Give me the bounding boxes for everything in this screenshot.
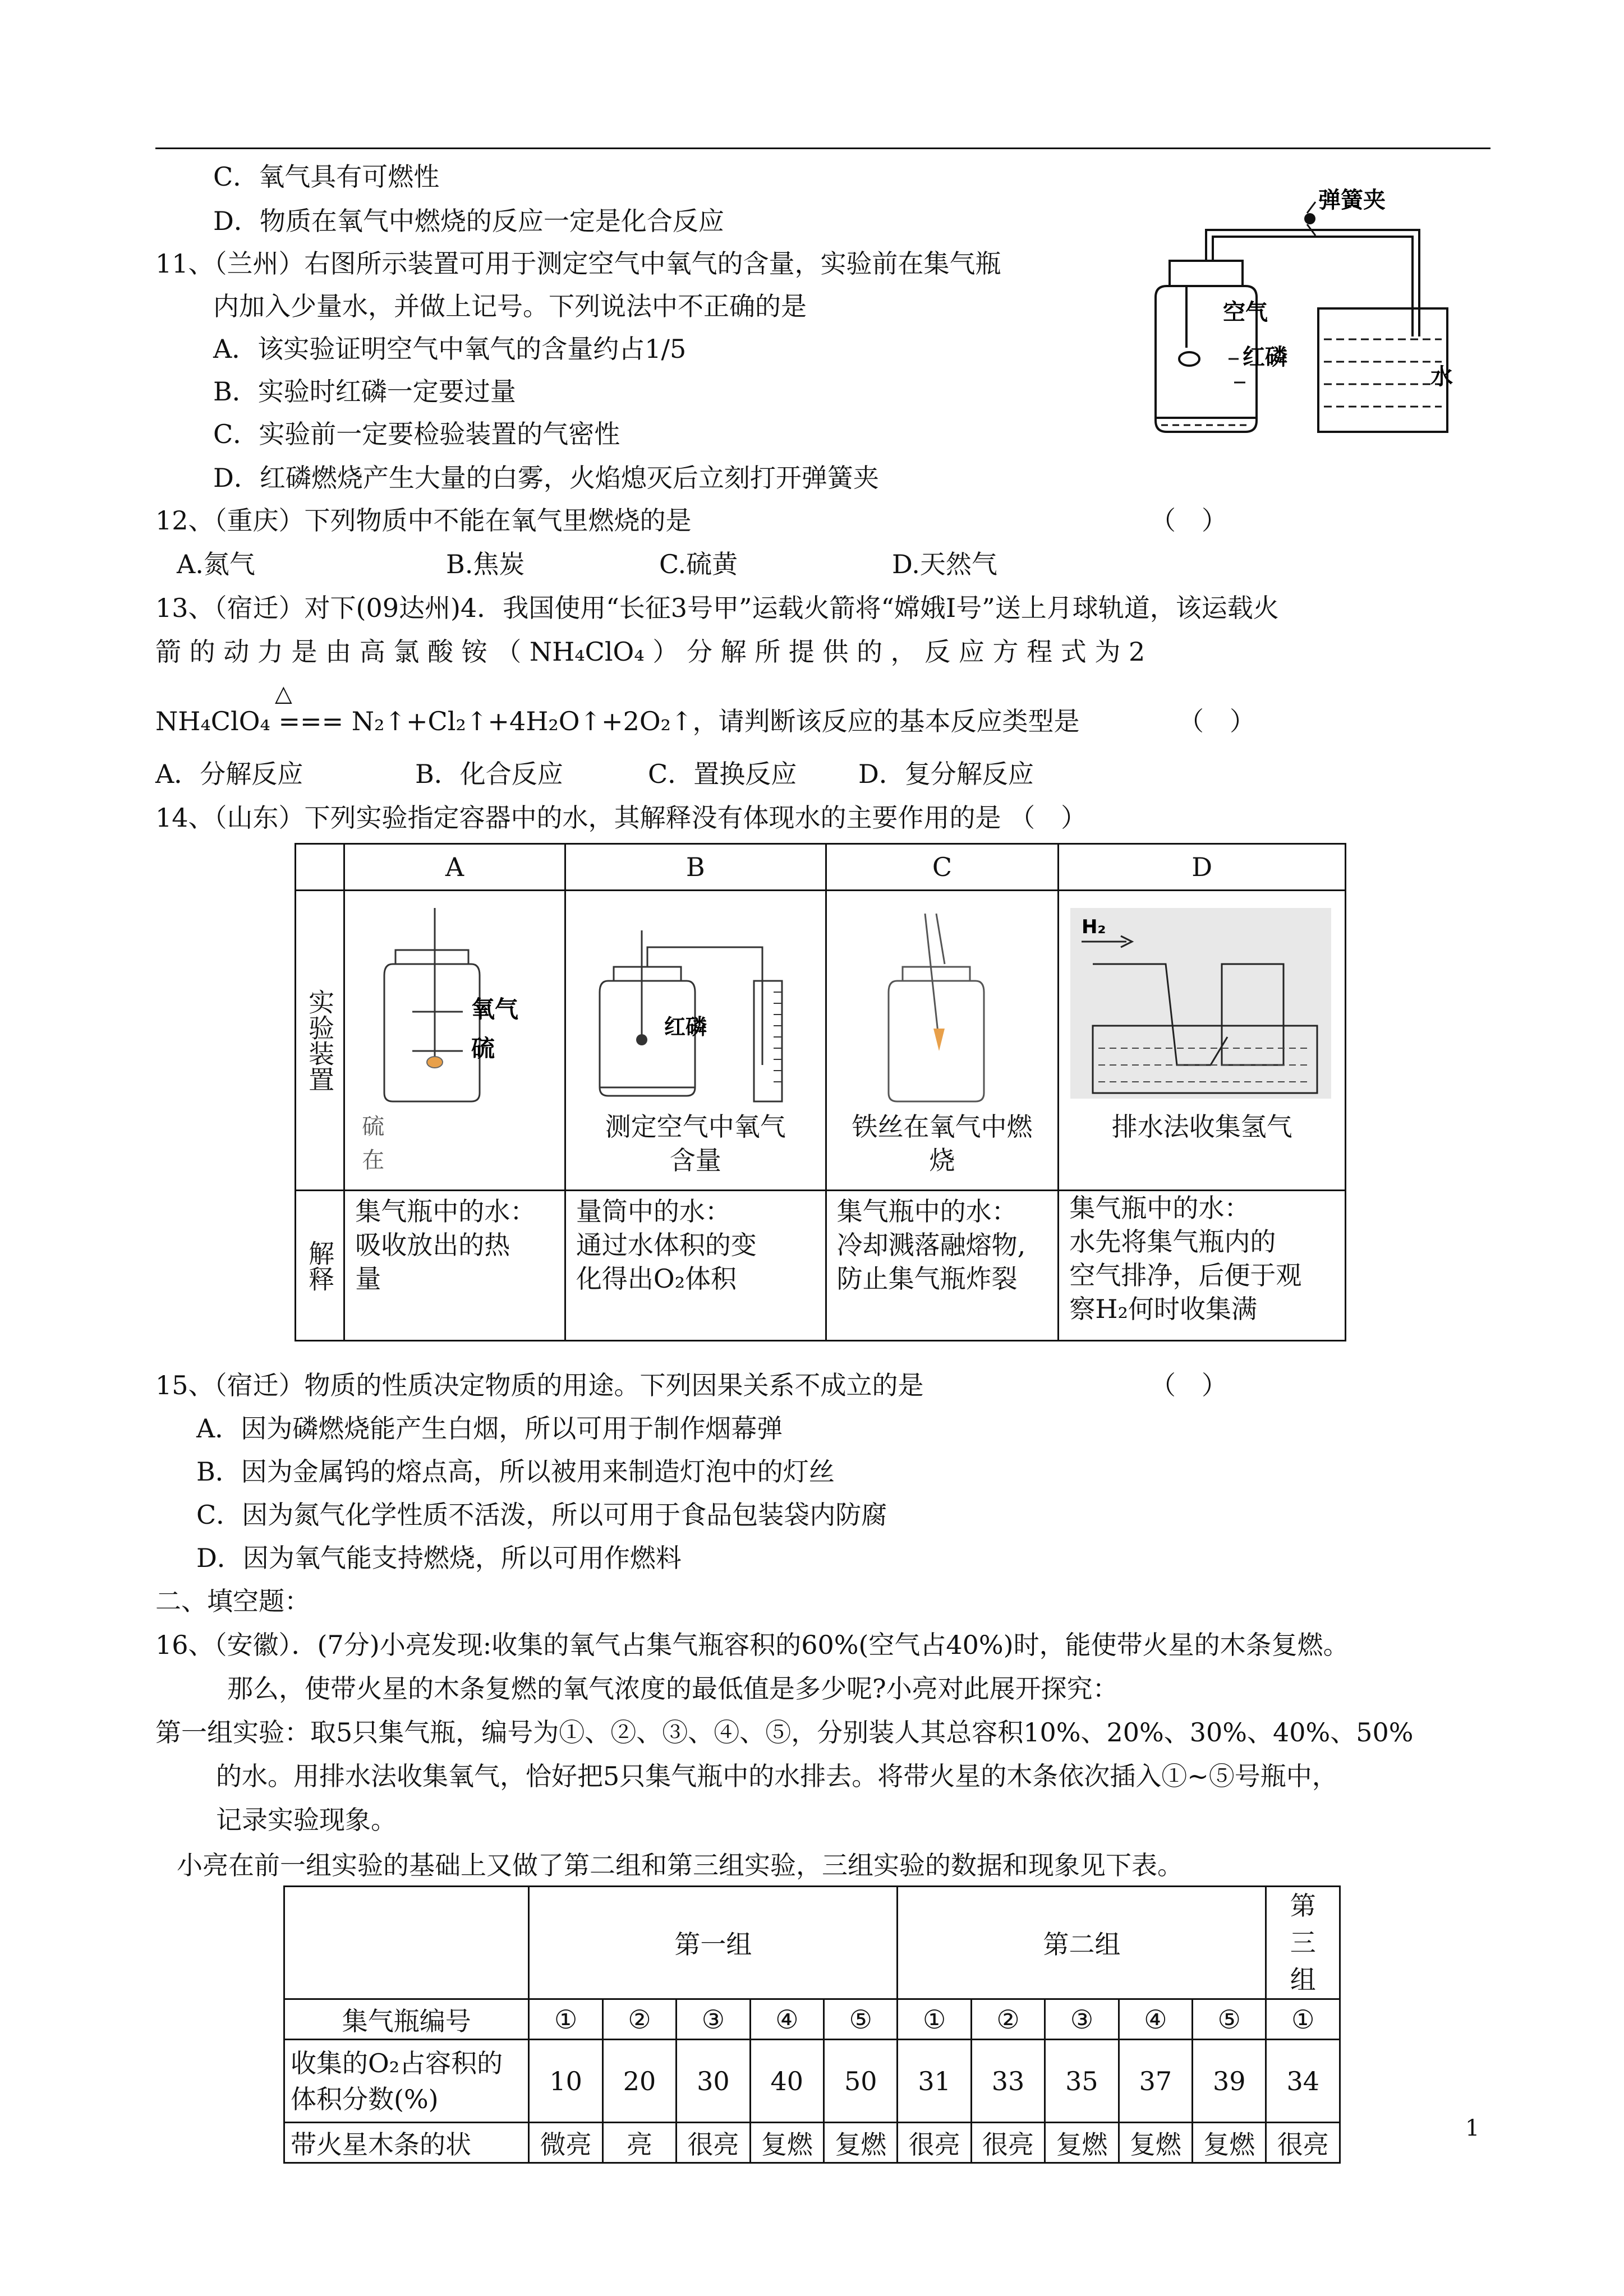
q11-option-c: C．实验前一定要检验装置的气密性 [213, 419, 620, 449]
q11-option-b: B．实验时红磷一定要过量 [213, 376, 516, 407]
q15-option-a: A．因为磷燃烧能产生白烟，所以可用于制作烟幕弹 [196, 1413, 783, 1444]
q12-option-d: D.天然气 [892, 549, 997, 579]
oxygen-label: 氧气 [471, 995, 519, 1023]
clip-label: 弹簧夹 [1318, 187, 1386, 213]
q10-option-c: C．氧气具有可燃性 [213, 162, 440, 192]
o2-fraction-value: 50 [824, 2040, 898, 2123]
group-2-header: 第二组 [898, 1887, 1266, 1999]
q14-corner [296, 844, 344, 891]
q16-line3: 第一组实验：取5只集气瓶，编号为①、②、③、④、⑤，分别装人其总容积10%、20%、30%、40%、50% [155, 1717, 1414, 1748]
iron-wire-burning-figure [827, 897, 1057, 1110]
o2-fraction-value: 34 [1266, 2040, 1340, 2123]
row-label-o2-fraction: 收集的O₂占容积的体积分数(%) [284, 2040, 529, 2123]
q13-line1: 13、（宿迁）对下(09达州)4．我国使用“长征3号甲”运载火箭将“嫦娥Ⅰ号”送上月球轨道，该运载火 [155, 593, 1279, 623]
group-3-header: 第三组 [1266, 1887, 1340, 1999]
q14-cell-a [344, 891, 565, 1191]
sulfur-burning-figure [345, 897, 558, 1110]
q10-option-d: D．物质在氧气中燃烧的反应一定是化合反应 [213, 206, 724, 236]
q16-line5: 记录实验现象。 [216, 1805, 397, 1835]
q14-cell-c [826, 891, 1059, 1191]
h2-label: H₂ [1082, 916, 1106, 938]
q12-option-a: A.氮气 [177, 549, 255, 579]
q13-line2: 箭 的 动 力 是 由 高 氯 酸 铵 （ NH₄ClO₄ ） 分 解 所 提 供 的 ， 反 应 方 程 式 为 2 [155, 637, 1145, 667]
q14-row-apparatus-label: 实验装置 [296, 891, 344, 1191]
splint-observation: 很亮 [677, 2123, 750, 2163]
q14-table [295, 843, 1346, 1341]
water-label: 水 [1430, 364, 1453, 390]
q16-line4: 的水。用排水法收集氧气，恰好把5只集气瓶中的水排去。将带火星的木条依次插入①~⑤号瓶中， [216, 1761, 1338, 1791]
group-1-header: 第一组 [529, 1887, 898, 1999]
q14-col-a: A [344, 844, 565, 891]
q13-option-d: D．复分解反应 [858, 759, 1034, 789]
header-rule [155, 147, 1490, 149]
q12-option-c: C.硫黄 [659, 549, 738, 579]
air-oxygen-measure-figure [566, 897, 824, 1110]
q14-stem: 14、（山东）下列实验指定容器中的水，其解释没有体现水的主要作用的是 （ ） [155, 803, 1087, 833]
q14-col-c: C [826, 844, 1059, 891]
bottle-no: ② [602, 1999, 676, 2040]
o2-fraction-value: 40 [750, 2040, 823, 2123]
expl-c: 集气瓶中的水： 冷却溅落融熔物, 防止集气瓶炸裂 [826, 1191, 1059, 1341]
bottle-no: ③ [677, 1999, 750, 2040]
q14-cell-b [565, 891, 826, 1191]
q14-col-d: D [1059, 844, 1346, 891]
q13-equation: NH₄ClO₄ === N₂↑+Cl₂↑+4H₂O↑+2O₂↑，请判断该反应的基本反应类型是 [155, 706, 1080, 736]
phosphorus-label: 红磷 [1243, 344, 1287, 370]
q16-line1: 16、（安徽）．(7分)小亮发现:收集的氧气占集气瓶容积的60%(空气占40%)时，能使带火星的木条复燃。 [155, 1630, 1349, 1660]
q11-option-a: A．该实验证明空气中氧气的含量约占1/5 [213, 334, 687, 364]
splint-observation: 复燃 [1045, 2123, 1119, 2163]
q11-stem: 11、（兰州）右图所示装置可用于测定空气中氧气的含量，实验前在集气瓶 [155, 248, 1001, 279]
bottle-no: ① [1266, 1999, 1340, 2040]
bottle-no: ④ [750, 1999, 823, 2040]
o2-fraction-value: 10 [529, 2040, 602, 2123]
o2-fraction-value: 31 [898, 2040, 971, 2123]
o2-fraction-value: 39 [1193, 2040, 1266, 2123]
experiment-data-table [283, 1885, 1341, 2164]
splint-observation: 复燃 [1193, 2123, 1266, 2163]
hydrogen-collection-figure [1059, 897, 1342, 1110]
bottle-no: ⑤ [824, 1999, 898, 2040]
q11-stem-cont: 内加入少量水，并做上记号。下列说法中不正确的是 [213, 291, 807, 321]
q14-col-b: B [565, 844, 826, 891]
splint-observation: 亮 [602, 2123, 676, 2163]
bottle-no: ① [529, 1999, 602, 2040]
q12-answer-paren: （ ） [1150, 505, 1227, 536]
caption-d: 排水法收集氢气 [1111, 1112, 1292, 1142]
caption-b: 测定空气中氧气含量 [605, 1112, 786, 1175]
q15-answer-paren: （ ） [1150, 1370, 1227, 1400]
q15-option-d: D．因为氧气能支持燃烧，所以可用作燃料 [196, 1543, 682, 1573]
q15-stem: 15、（宿迁）物质的性质决定物质的用途。下列因果关系不成立的是 [155, 1370, 924, 1400]
row-label-bottle-no: 集气瓶编号 [284, 1999, 529, 2040]
section-2-heading: 二、填空题： [155, 1586, 310, 1616]
q11-apparatus-figure [1139, 185, 1453, 437]
bottle-no: ④ [1119, 1999, 1192, 2040]
splint-observation: 很亮 [1266, 2123, 1340, 2163]
o2-fraction-value: 20 [602, 2040, 676, 2123]
splint-observation: 很亮 [971, 2123, 1045, 2163]
expl-a: 集气瓶中的水： 吸收放出的热 量 [344, 1191, 565, 1341]
o2-fraction-value: 33 [971, 2040, 1045, 2123]
o2-fraction-value: 37 [1119, 2040, 1192, 2123]
q12-option-b: B.焦炭 [446, 549, 525, 579]
page-number: 1 [1465, 2115, 1480, 2141]
o2-fraction-value: 30 [677, 2040, 750, 2123]
phosphorus-label: 红磷 [664, 1015, 707, 1039]
splint-observation: 很亮 [898, 2123, 971, 2163]
bottle-no: ⑤ [1193, 1999, 1266, 2040]
bottle-no: ② [971, 1999, 1045, 2040]
splint-observation: 复燃 [824, 2123, 898, 2163]
q13-option-b: B．化合反应 [415, 759, 563, 789]
caption-c: 铁丝在氧气中燃烧 [852, 1112, 1033, 1175]
q12-stem: 12、（重庆）下列物质中不能在氧气里燃烧的是 [155, 505, 692, 536]
bottle-no: ③ [1045, 1999, 1119, 2040]
q13-option-c: C．置换反应 [648, 759, 797, 789]
air-label: 空气 [1223, 299, 1268, 325]
splint-observation: 复燃 [1119, 2123, 1192, 2163]
expl-b: 量筒中的水： 通过水体积的变 化得出O₂体积 [565, 1191, 826, 1341]
bottle-no: ① [898, 1999, 971, 2040]
q13-delta: △ [275, 681, 292, 707]
splint-observation: 微亮 [529, 2123, 602, 2163]
caption-a: 硫在 [362, 1114, 385, 1173]
q15-option-c: C．因为氮气化学性质不活泼，所以可用于食品包装袋内防腐 [196, 1500, 887, 1530]
o2-fraction-value: 35 [1045, 2040, 1119, 2123]
sulfur-label: 硫 [471, 1035, 495, 1062]
q13-option-a: A．分解反应 [155, 759, 303, 789]
row-label-splint-state: 带火星木条的状 [284, 2123, 529, 2163]
q13-answer-paren: （ ） [1178, 706, 1255, 736]
q16-line2: 那么，使带火星的木条复燃的氧气浓度的最低值是多少呢?小亮对此展开探究： [227, 1673, 1119, 1704]
q14-cell-d [1059, 891, 1346, 1191]
table2-corner [284, 1887, 529, 1999]
expl-d: 集气瓶中的水： 水先将集气瓶内的 空气排净，后便于观 察H₂何时收集满 [1059, 1191, 1346, 1341]
q15-option-b: B．因为金属钨的熔点高，所以被用来制造灯泡中的灯丝 [196, 1456, 835, 1487]
q11-option-d: D．红磷燃烧产生大量的白雾，火焰熄灭后立刻打开弹簧夹 [213, 463, 879, 493]
q16-line6: 小亮在前一组实验的基础上又做了第二组和第三组实验，三组实验的数据和现象见下表。 [177, 1850, 1183, 1880]
splint-observation: 复燃 [750, 2123, 823, 2163]
q14-row-explanation-label: 解释 [296, 1191, 344, 1341]
